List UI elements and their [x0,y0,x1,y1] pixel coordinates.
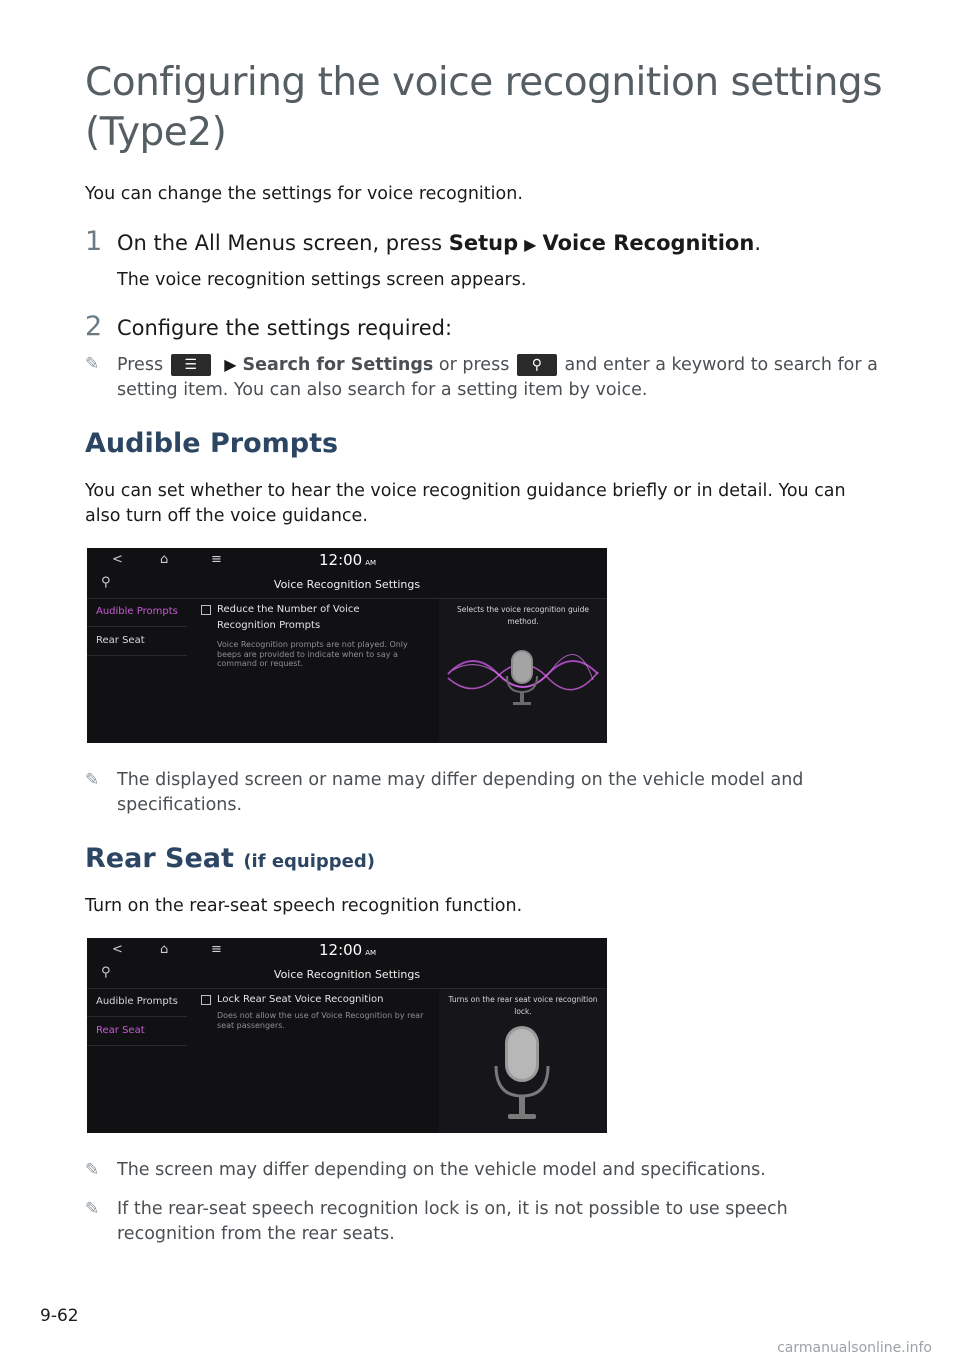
nav-audible-prompts[interactable]: Audible Prompts [96,996,178,1007]
watermark: carmanualsonline.info [777,1340,932,1356]
option-label[interactable]: Reduce the Number of Voice Recognition Prompts [217,604,360,631]
page-number: 9-62 [40,1306,79,1326]
voice-wave-microphone-icon [443,638,603,710]
step-1-number: 1 [85,226,103,257]
clock-time: 12:00 [319,941,363,959]
step-1-prefix: On the All Menus screen, press [117,231,449,255]
step-2-note [85,352,878,403]
clock [319,551,376,569]
screen-title: Voice Recognition Settings [273,968,421,981]
step-2 [85,311,452,342]
note-press: Press [117,355,164,375]
menu-button-graphic [171,354,211,376]
screen-rear-seat [87,938,607,1133]
option-description: Voice Recognition prompts are not played. Only beeps are provided to indicate when to say a command or request. [217,640,408,668]
triangle-right-icon: ▶ [524,235,537,254]
rear-seat-heading [85,843,375,874]
intro-text: You can change the settings for voice recognition. [85,184,523,204]
step-2-number: 2 [85,311,103,342]
rear-seat-heading-text: Rear Seat [85,843,234,874]
nav-rear-seat[interactable]: Rear Seat [96,635,145,646]
note-rest: and enter a keyword to search for a [564,355,878,375]
nav-divider [87,626,187,627]
screen-audible-prompts [87,548,607,743]
rear-seat-heading-suffix: (if equipped) [243,851,375,872]
nav-divider [87,1016,187,1017]
clock-ampm: AM [365,559,377,567]
option-checkbox[interactable] [201,605,211,615]
page-title: Configuring the voice recognition settings (Type2) [85,60,883,155]
nav-audible-prompts[interactable]: Audible Prompts [96,606,178,617]
step-1-result: The voice recognition settings screen appears. [117,270,527,290]
home-icon[interactable]: ⌂ [160,552,169,567]
step-1 [85,226,761,257]
option-label[interactable]: Lock Rear Seat Voice Recognition [217,994,384,1005]
hamburger-menu-icon: ☰ [184,357,197,373]
clock-time: 12:00 [319,551,363,569]
clock-ampm: AM [365,949,377,957]
audible-prompts-description: You can set whether to hear the voice recognition guidance briefly or in detail. You can also turn off the voice guidance. [85,481,846,526]
search-icon: ⚲ [531,357,543,373]
help-text: Turns on the rear seat voice recognition lock. [448,995,598,1016]
nav-divider [87,1045,187,1046]
note-line2: setting item. You can also search for a setting item by voice. [117,380,648,400]
back-icon[interactable]: < [112,552,123,567]
note-or-press: or press [438,355,510,375]
pencil-note-icon: ✎ [85,1199,100,1219]
audible-prompts-note [85,768,857,818]
note-text: If the rear-seat speech recognition lock is on, it is not possible to use speech recognition from the rear seats. [117,1199,788,1244]
pencil-note-icon: ✎ [85,354,100,374]
note-search-for-settings: Search for Settings [242,355,434,375]
microphone-icon [482,1022,562,1128]
option-description: Does not allow the use of Voice Recognition by rear seat passengers. [217,1011,424,1030]
home-icon[interactable]: ⌂ [160,942,169,957]
pencil-note-icon: ✎ [85,1160,100,1180]
step-1-suffix: . [754,231,761,255]
rear-seat-note-2 [85,1197,887,1247]
back-icon[interactable]: < [112,942,123,957]
pencil-note-icon: ✎ [85,770,100,790]
step-1-text [117,231,761,255]
step-1-setup: Setup [448,231,519,255]
step-1-voice-recognition: Voice Recognition [542,231,755,255]
screen-title: Voice Recognition Settings [273,578,421,591]
triangle-right-icon: ▶ [224,355,237,374]
nav-divider [87,655,187,656]
menu-icon[interactable]: ≡ [211,552,222,567]
note-text: The screen may differ depending on the vehicle model and specifications. [117,1160,766,1180]
search-button-graphic [517,354,557,376]
note-text: The displayed screen or name may differ depending on the vehicle model and specifications. [117,770,804,815]
menu-icon[interactable]: ≡ [211,942,222,957]
search-icon[interactable]: ⚲ [101,575,111,590]
help-text: Selects the voice recognition guide method. [457,605,589,626]
rear-seat-note-1 [85,1158,897,1183]
rear-seat-description: Turn on the rear-seat speech recognition function. [85,896,523,916]
search-icon[interactable]: ⚲ [101,965,111,980]
step-2-text: Configure the settings required: [117,316,453,340]
audible-prompts-heading: Audible Prompts [85,428,339,459]
clock [319,941,376,959]
nav-rear-seat[interactable]: Rear Seat [96,1025,145,1036]
option-checkbox[interactable] [201,995,211,1005]
